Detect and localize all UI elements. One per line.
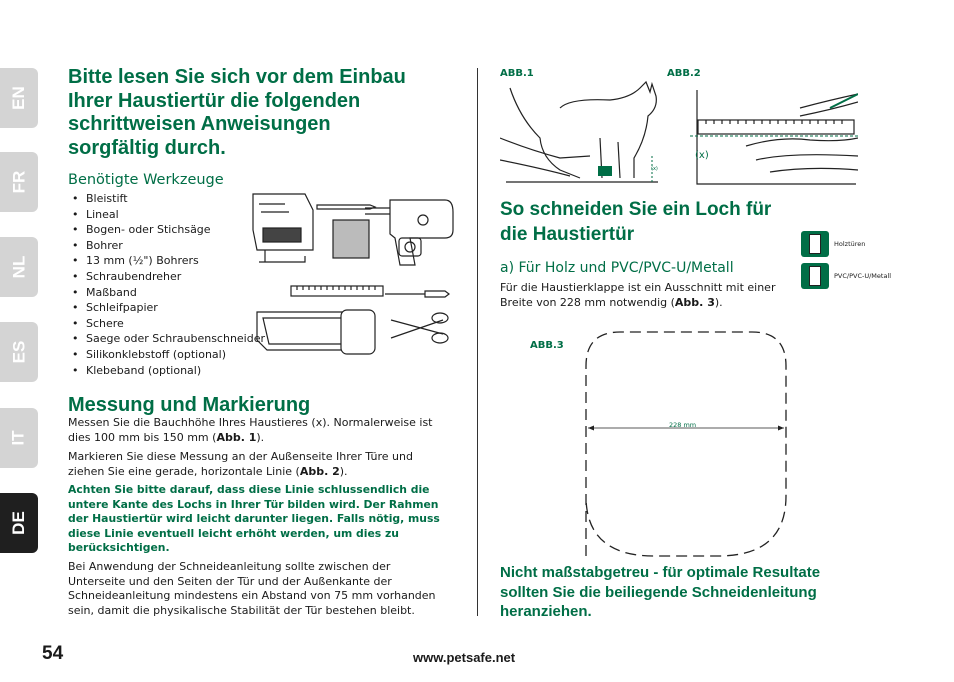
- figure-3-template: [578, 326, 794, 562]
- figure-2-ruler: [690, 80, 858, 190]
- pvc-door-icon: [801, 263, 829, 289]
- measure-paragraph-1: Messen Sie die Bauchhöhe Ihres Haustieres (x). Normalerweise ist dies 100 mm bis 150 mm (Abb. 1).: [68, 416, 433, 444]
- tab-de[interactable]: DE: [0, 493, 38, 553]
- list-item: • Schraubendreher: [68, 269, 265, 285]
- list-item: • Lineal: [68, 207, 265, 223]
- wood-door-icon: [801, 231, 829, 257]
- list-item: • Schere: [68, 316, 265, 332]
- list-item: • Maßband: [68, 285, 265, 301]
- list-item: • Saege oder Schraubenschneider: [68, 331, 265, 347]
- tab-es[interactable]: ES: [0, 322, 38, 382]
- cut-paragraph: Für die Haustierklappe ist ein Ausschnitt mit einer Breite von 228 mm notwendig (Abb. 3).: [500, 281, 776, 309]
- column-divider: [477, 68, 478, 616]
- measure-title: Messung und Markierung: [68, 394, 311, 416]
- legend-wood: Holztüren: [834, 240, 866, 248]
- measure-paragraph-2: Markieren Sie diese Messung an der Außenseite Ihrer Türe und ziehen Sie eine gerade, horizontale Linie (Abb. 2).: [68, 450, 413, 478]
- page-number: 54: [42, 643, 64, 664]
- list-item: • Klebeband (optional): [68, 363, 265, 379]
- list-item: • Schleifpapier: [68, 300, 265, 316]
- x-label-small: (x): [651, 166, 658, 172]
- dimension-label: 228 mm: [669, 421, 697, 429]
- wood-heading: a) Für Holz und PVC/PVC-U/Metall: [500, 260, 734, 276]
- tab-it[interactable]: IT: [0, 408, 38, 468]
- tab-en[interactable]: EN: [0, 68, 38, 128]
- figure-label-3: ABB.3: [530, 340, 564, 351]
- list-item: • 13 mm (½") Bohrers: [68, 253, 265, 269]
- measure-paragraph-3: Bei Anwendung der Schneideanleitung sollte zwischen der Unterseite und den Seiten der Tür und der Außenkante der Schneideanleitung mindestens ein Abstand von 75 mm vorhanden sein, damit die physikalische Stabilität der Tür bestehen bleibt.: [68, 560, 436, 617]
- tab-nl[interactable]: NL: [0, 237, 38, 297]
- important-note: Achten Sie bitte darauf, dass diese Linie schlussendlich die untere Kante des Lochs in Ihrer Tür bilden wird. Der Rahmen der Haustiertür wird leicht darunter liegen. Falls nötig, muss diese Linie eventuell leicht erhöht werden, um dies zu berücksichtigen.: [68, 483, 440, 554]
- list-item: • Bogen- oder Stichsäge: [68, 222, 265, 238]
- intro-title: Bitte lesen Sie sich vor dem Einbau Ihrer Haustiertür die folgenden schrittweisen Anweisungen sorgfältig durch.: [68, 66, 406, 159]
- footer-url[interactable]: www.petsafe.net: [413, 650, 516, 665]
- figure-1-cat: [500, 78, 662, 188]
- tools-heading: Benötigte Werkzeuge: [68, 172, 224, 188]
- tools-list: [68, 191, 265, 378]
- figure-label-2: ABB.2: [667, 68, 701, 79]
- list-item: • Silikonklebstoff (optional): [68, 347, 265, 363]
- x-label: (x): [695, 150, 709, 161]
- scale-warning: Nicht maßstabgetreu - für optimale Resultate sollten Sie die beiliegende Schneidenleitung heranziehen.: [500, 564, 821, 620]
- tools-illustration: [245, 190, 455, 360]
- list-item: • Bohrer: [68, 238, 265, 254]
- figure-label-1: ABB.1: [500, 68, 534, 79]
- tab-fr[interactable]: FR: [0, 152, 38, 212]
- list-item: • Bleistift: [68, 191, 265, 207]
- legend-pvc: PVC/PVC-U/Metall: [834, 272, 892, 280]
- cut-title: So schneiden Sie ein Loch für die Haustiertür: [500, 199, 772, 245]
